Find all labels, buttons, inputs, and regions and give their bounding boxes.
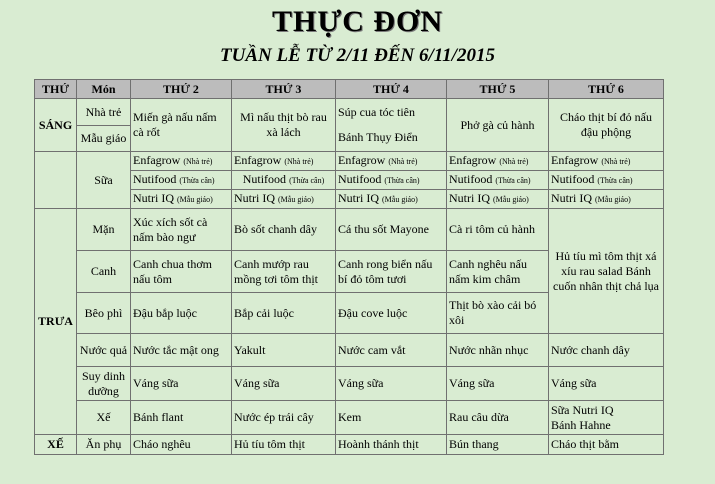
sang-thu4-line1: Súp cua tóc tiên bbox=[338, 105, 415, 119]
header-thu: THỨ bbox=[35, 80, 77, 99]
milk-note: (Mẫu giáo) bbox=[595, 195, 631, 204]
milk-note: (Nhà trẻ) bbox=[388, 157, 418, 166]
sua-label: Sữa bbox=[77, 152, 131, 209]
xe-label: XẾ bbox=[35, 435, 77, 455]
sua-enfagrow-thu4 bbox=[336, 152, 447, 171]
canh-thu3: Canh mướp rau mồng tơi tôm thịt bbox=[232, 251, 336, 293]
sua-nutriiq-thu3 bbox=[232, 190, 336, 209]
nuocqua-thu2: Nước tắc mật ong bbox=[131, 334, 232, 367]
milk-note: (Thừa cân) bbox=[179, 176, 215, 185]
milk-name: Nutifood bbox=[551, 172, 595, 186]
sang-thu6: Cháo thịt bí đỏ nấu đậu phộng bbox=[549, 99, 664, 152]
milk-note: (Nhà trẻ) bbox=[183, 157, 213, 166]
beophi-thu4: Đậu cove luộc bbox=[336, 293, 447, 334]
beophi-thu3: Bắp cải luộc bbox=[232, 293, 336, 334]
anphu-thu4: Hoành thánh thịt bbox=[336, 435, 447, 455]
sua-nutriiq-thu2 bbox=[131, 190, 232, 209]
xe-thu5: Rau câu dừa bbox=[447, 401, 549, 435]
canh-label: Canh bbox=[77, 251, 131, 293]
sang-row-1 bbox=[35, 99, 664, 126]
xe-thu2: Bánh flant bbox=[131, 401, 232, 435]
nuocqua-thu4: Nước cam vắt bbox=[336, 334, 447, 367]
anphu-thu3: Hủ tíu tôm thịt bbox=[232, 435, 336, 455]
sua-enfagrow-thu2 bbox=[131, 152, 232, 171]
xe-row bbox=[35, 435, 664, 455]
trua-man-row bbox=[35, 209, 664, 251]
sang-thu4 bbox=[336, 99, 447, 152]
sua-enfagrow-thu5 bbox=[447, 152, 549, 171]
milk-note: (Nhà trẻ) bbox=[284, 157, 314, 166]
canh-thu2: Canh chua thơm nấu tôm bbox=[131, 251, 232, 293]
anphu-thu2: Cháo nghêu bbox=[131, 435, 232, 455]
trua-nuocqua-row bbox=[35, 334, 664, 367]
header-thu5: THỨ 5 bbox=[447, 80, 549, 99]
xe-sub-label: Xế bbox=[77, 401, 131, 435]
milk-note: (Mẫu giáo) bbox=[278, 195, 314, 204]
suydd-thu2: Váng sữa bbox=[131, 367, 232, 401]
sua-nutifood-thu6 bbox=[549, 171, 664, 190]
trua-xe-row bbox=[35, 401, 664, 435]
sua-nutifood-thu2 bbox=[131, 171, 232, 190]
xe-thu4: Kem bbox=[336, 401, 447, 435]
xe-thu3: Nước ép trái cây bbox=[232, 401, 336, 435]
anphu-thu5: Bún thang bbox=[447, 435, 549, 455]
header-mon: Món bbox=[77, 80, 131, 99]
milk-note: (Thừa cân) bbox=[597, 176, 633, 185]
nuocqua-thu3: Yakult bbox=[232, 334, 336, 367]
sua-enfagrow-thu6 bbox=[549, 152, 664, 171]
menu-subtitle: TUẦN LỄ TỪ 2/11 ĐẾN 6/11/2015 bbox=[220, 45, 495, 66]
milk-name: Nutifood bbox=[449, 172, 493, 186]
xe-thu6 bbox=[549, 401, 664, 435]
beophi-thu2: Đậu bắp luộc bbox=[131, 293, 232, 334]
milk-name: Nutri IQ bbox=[551, 191, 592, 205]
header-thu3: THỨ 3 bbox=[232, 80, 336, 99]
milk-note: (Nhà trẻ) bbox=[499, 157, 529, 166]
anphu-thu6: Cháo thịt bằm bbox=[549, 435, 664, 455]
canh-thu4: Canh rong biển nấu bí đỏ tôm tươi bbox=[336, 251, 447, 293]
milk-name: Enfagrow bbox=[338, 153, 386, 167]
sua-spacer bbox=[35, 152, 77, 209]
sua-nutifood-thu4 bbox=[336, 171, 447, 190]
sang-thu2: Miến gà nấu nấm cà rốt bbox=[131, 99, 232, 152]
suydd-label: Suy dinh dưỡng bbox=[77, 367, 131, 401]
milk-name: Nutri IQ bbox=[234, 191, 275, 205]
sang-thu4-line2: Bánh Thụy Điển bbox=[338, 130, 418, 144]
milk-name: Nutri IQ bbox=[449, 191, 490, 205]
sang-thu5: Phở gà củ hành bbox=[447, 99, 549, 152]
milk-name: Enfagrow bbox=[133, 153, 181, 167]
nuocqua-label: Nước quả bbox=[77, 334, 131, 367]
beophi-label: Bêo phì bbox=[77, 293, 131, 334]
group-nha-tre: Nhà trẻ bbox=[77, 99, 131, 126]
sang-label: SÁNG bbox=[35, 99, 77, 152]
suydd-thu3: Váng sữa bbox=[232, 367, 336, 401]
sua-row-1 bbox=[35, 152, 664, 171]
milk-note: (Mẫu giáo) bbox=[493, 195, 529, 204]
milk-note: (Thừa cân) bbox=[384, 176, 420, 185]
sua-enfagrow-thu3 bbox=[232, 152, 336, 171]
beophi-thu5: Thịt bò xào cải bó xôi bbox=[447, 293, 549, 334]
milk-note: (Thừa cân) bbox=[289, 176, 325, 185]
milk-note: (Nhà trẻ) bbox=[601, 157, 631, 166]
milk-name: Nutri IQ bbox=[338, 191, 379, 205]
xe-thu6-line1: Sữa Nutri IQ bbox=[551, 402, 614, 417]
anphu-label: Ăn phụ bbox=[77, 435, 131, 455]
header-thu2: THỨ 2 bbox=[131, 80, 232, 99]
milk-name: Nutri IQ bbox=[133, 191, 174, 205]
trua-suydd-row bbox=[35, 367, 664, 401]
milk-note: (Mẫu giáo) bbox=[177, 195, 213, 204]
header-thu6: THỨ 6 bbox=[549, 80, 664, 99]
man-label: Mặn bbox=[77, 209, 131, 251]
sang-thu3: Mì nấu thịt bò rau xà lách bbox=[232, 99, 336, 152]
suydd-thu4: Váng sữa bbox=[336, 367, 447, 401]
nuocqua-thu6: Nước chanh dây bbox=[549, 334, 664, 367]
menu-table bbox=[34, 79, 664, 455]
canh-thu5: Canh nghêu nấu nấm kim châm bbox=[447, 251, 549, 293]
sua-nutriiq-thu4 bbox=[336, 190, 447, 209]
milk-note: (Thừa cân) bbox=[495, 176, 531, 185]
sua-nutriiq-thu5 bbox=[447, 190, 549, 209]
milk-name: Enfagrow bbox=[551, 153, 599, 167]
trua-label: TRƯA bbox=[35, 209, 77, 435]
man-thu2: Xúc xích sốt cà nấm bào ngư bbox=[131, 209, 232, 251]
milk-name: Nutifood bbox=[133, 172, 177, 186]
milk-name: Enfagrow bbox=[234, 153, 282, 167]
sua-nutriiq-thu6 bbox=[549, 190, 664, 209]
man-thu4: Cá thu sốt Mayone bbox=[336, 209, 447, 251]
suydd-thu5: Váng sữa bbox=[447, 367, 549, 401]
menu-title: THỰC ĐƠN bbox=[271, 5, 444, 38]
xe-thu6-line2: Bánh Hahne bbox=[551, 417, 611, 432]
man-thu5: Cà ri tôm củ hành bbox=[447, 209, 549, 251]
header-thu4: THỨ 4 bbox=[336, 80, 447, 99]
suydd-thu6: Váng sữa bbox=[549, 367, 664, 401]
milk-name: Enfagrow bbox=[449, 153, 497, 167]
nuocqua-thu5: Nước nhãn nhục bbox=[447, 334, 549, 367]
group-mau-giao: Mẫu giáo bbox=[77, 126, 131, 152]
man-thu3: Bò sốt chanh dây bbox=[232, 209, 336, 251]
trua-thu6: Hủ tíu mì tôm thịt xá xíu rau salad Bánh cuốn nhân thịt chả lụa bbox=[549, 209, 664, 334]
milk-name: Nutifood bbox=[242, 172, 287, 186]
milk-name: Nutifood bbox=[338, 172, 382, 186]
milk-note: (Mẫu giáo) bbox=[382, 195, 418, 204]
header-row bbox=[35, 80, 664, 99]
sua-nutifood-thu5 bbox=[447, 171, 549, 190]
sua-nutifood-thu3 bbox=[232, 171, 336, 190]
